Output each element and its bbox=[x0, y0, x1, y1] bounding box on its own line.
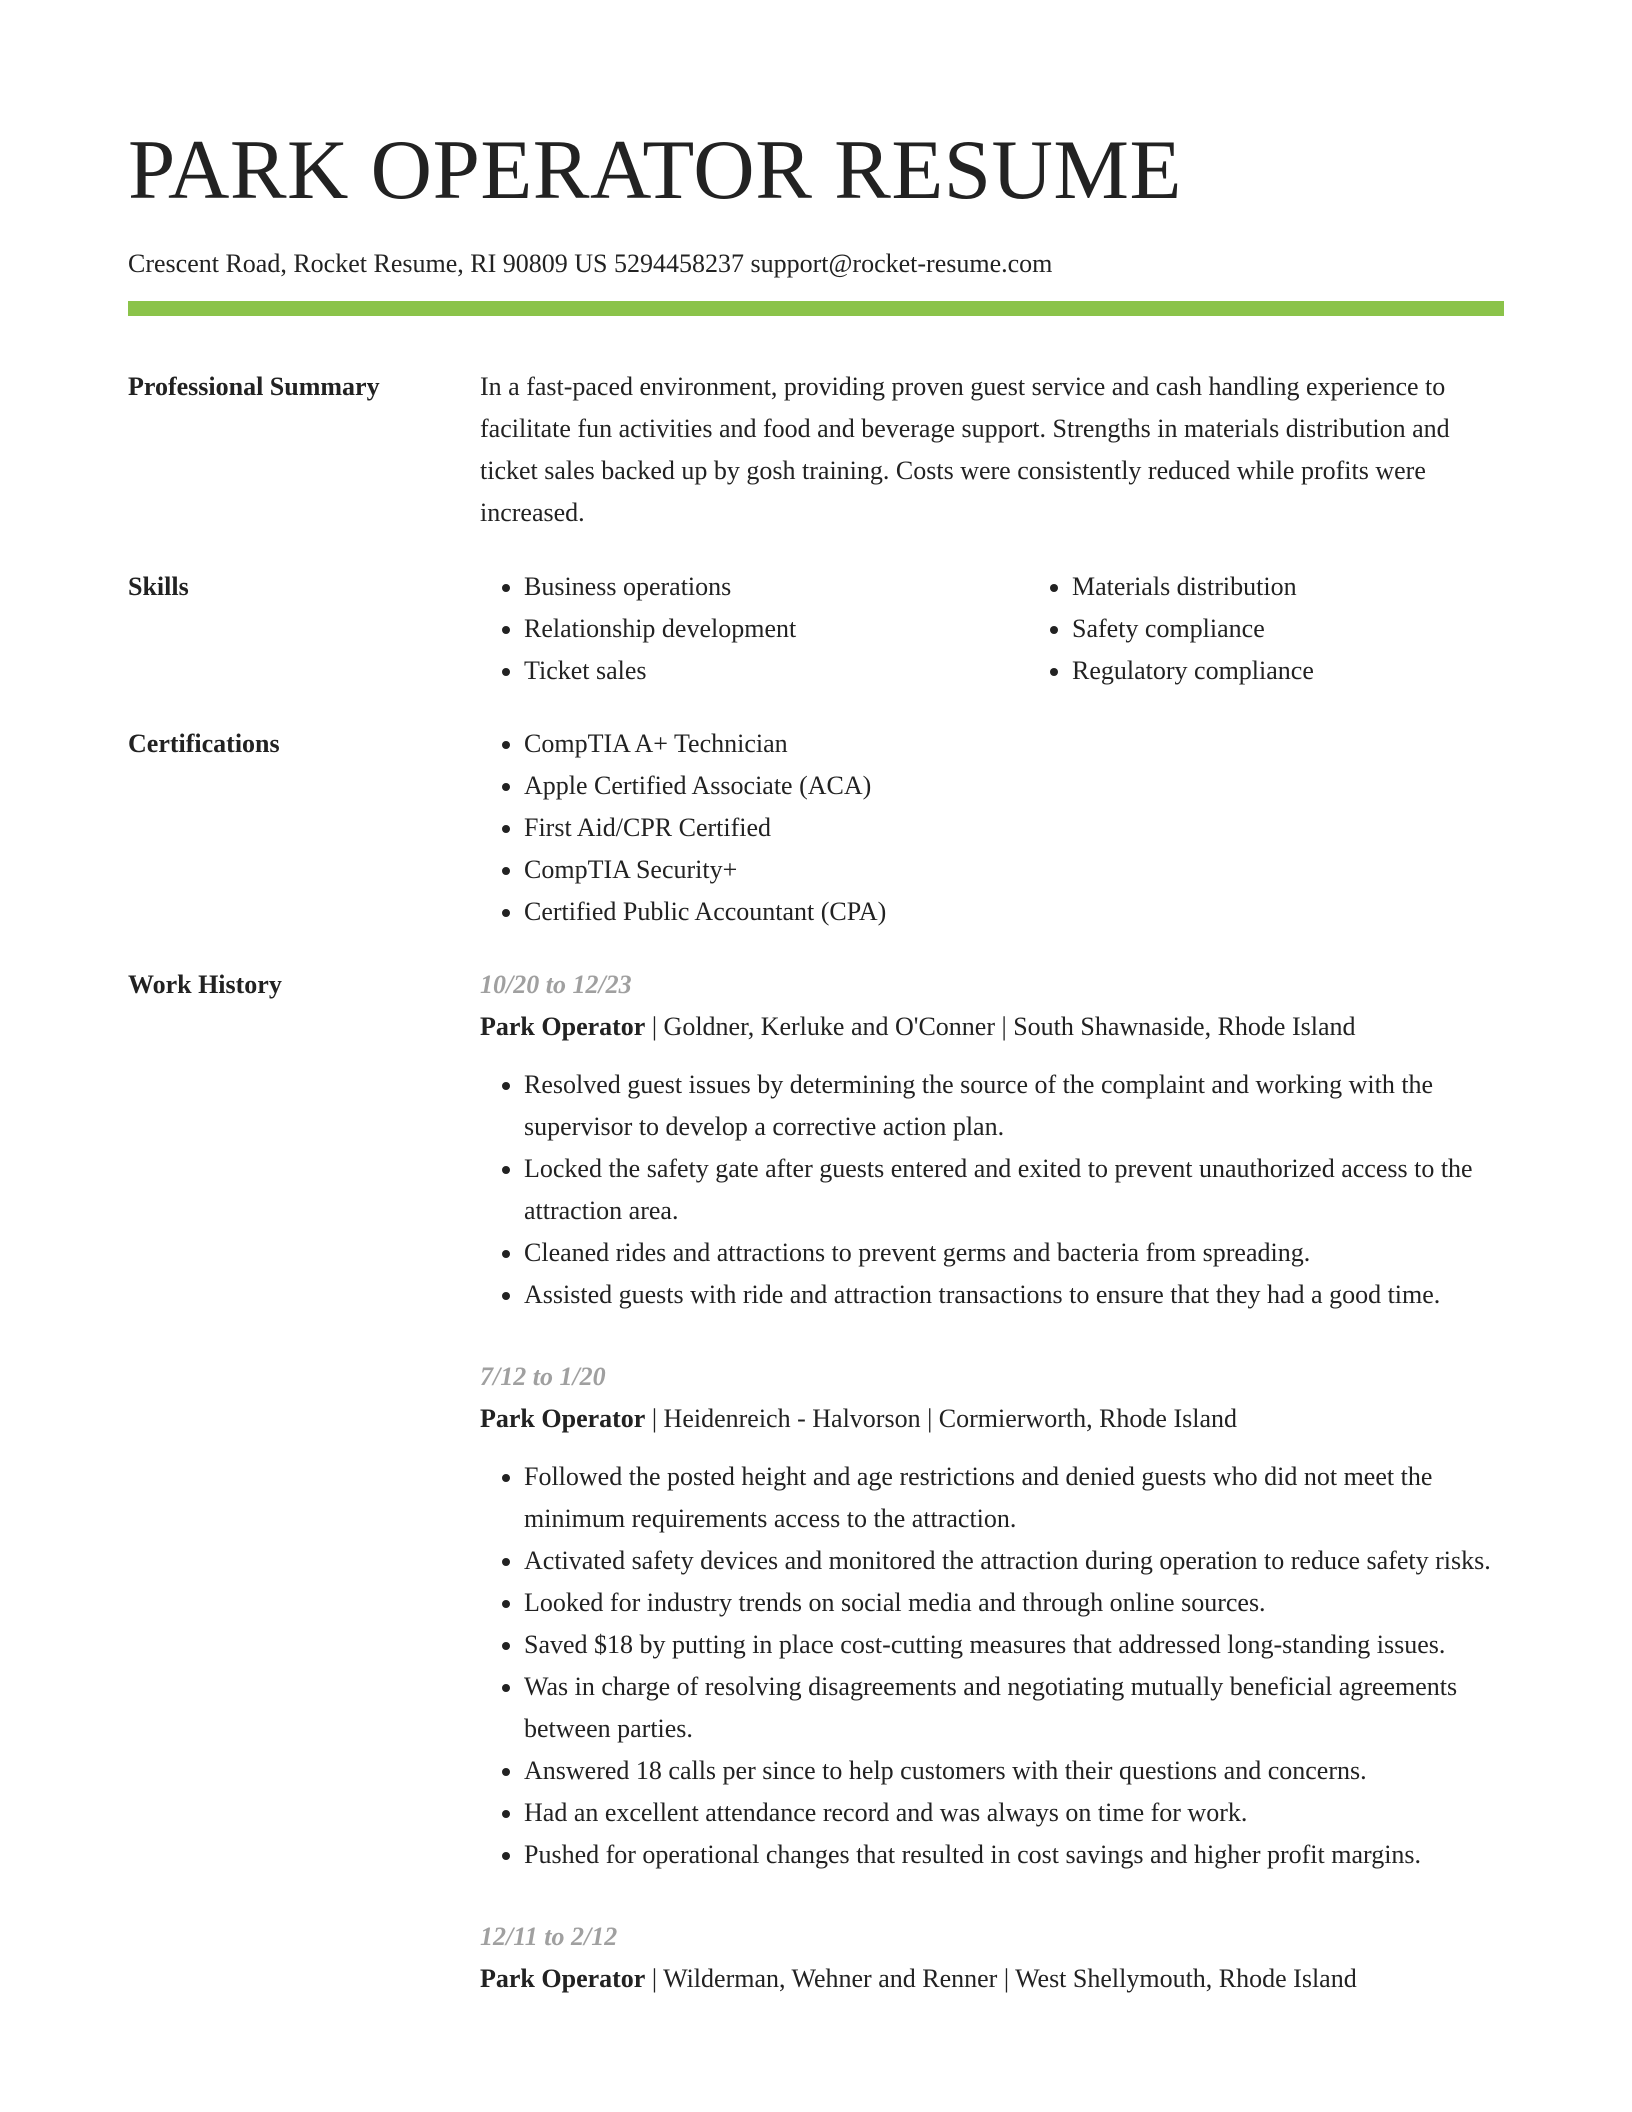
skill-item: • Relationship development bbox=[524, 608, 1028, 650]
skill-item: • Safety compliance bbox=[1072, 608, 1576, 650]
certification-item: • First Aid/CPR Certified bbox=[524, 807, 1504, 849]
work-history-section bbox=[128, 964, 1504, 2040]
skills-grid bbox=[480, 566, 1576, 692]
certifications-list bbox=[480, 723, 1504, 933]
job-duty: • Cleaned rides and attractions to prevent germs and bacteria from spreading. bbox=[524, 1232, 1504, 1274]
skill-item: • Business operations bbox=[524, 566, 1028, 608]
certifications-section bbox=[128, 723, 1504, 933]
skill-item: • Ticket sales bbox=[524, 650, 1028, 692]
skills-heading: Skills bbox=[128, 572, 189, 601]
job-duty: • Assisted guests with ride and attraction transactions to ensure that they had a good time. bbox=[524, 1274, 1504, 1316]
resume-title: PARK OPERATOR RESUME bbox=[128, 123, 1182, 217]
summary-section bbox=[128, 366, 1504, 534]
work-history-body bbox=[480, 964, 1504, 2040]
job-employer-location: | Wilderman, Wehner and Renner | West Shellymouth, Rhode Island bbox=[645, 1964, 1357, 1993]
job-duty: • Had an excellent attendance record and was always on time for work. bbox=[524, 1792, 1504, 1834]
job-dates: 12/11 to 2/12 bbox=[480, 1922, 618, 1951]
certifications-heading: Certifications bbox=[128, 729, 280, 758]
certifications-body bbox=[480, 723, 1504, 933]
job-entry bbox=[480, 964, 1504, 1316]
job-entry bbox=[480, 1916, 1504, 2000]
job-duty: • Was in charge of resolving disagreements and negotiating mutually beneficial agreements between parties. bbox=[524, 1666, 1504, 1750]
job-duty: • Activated safety devices and monitored the attraction during operation to reduce safety risks. bbox=[524, 1540, 1504, 1582]
job-entry bbox=[480, 1356, 1504, 1876]
work-history-heading: Work History bbox=[128, 970, 282, 999]
job-employer-location: | Goldner, Kerluke and O'Conner | South Shawnaside, Rhode Island bbox=[645, 1012, 1356, 1041]
job-duty: • Answered 18 calls per since to help customers with their questions and concerns. bbox=[524, 1750, 1504, 1792]
skill-item: • Regulatory compliance bbox=[1072, 650, 1576, 692]
job-title: Park Operator bbox=[480, 1404, 646, 1433]
job-duties-list bbox=[480, 1064, 1504, 1316]
job-dates: 10/20 to 12/23 bbox=[480, 970, 632, 999]
job-title-line bbox=[480, 1398, 1504, 1440]
job-employer-location: | Heidenreich - Halvorson | Cormierworth, Rhode Island bbox=[645, 1404, 1237, 1433]
certification-item: • CompTIA Security+ bbox=[524, 849, 1504, 891]
job-duty: • Saved $18 by putting in place cost-cutting measures that addressed long-standing issues. bbox=[524, 1624, 1504, 1666]
skills-column-1 bbox=[480, 566, 1028, 692]
job-dates: 7/12 to 1/20 bbox=[480, 1362, 606, 1391]
job-duty: • Followed the posted height and age restrictions and denied guests who did not meet the minimum requirements access to the attraction. bbox=[524, 1456, 1504, 1540]
job-duty: • Resolved guest issues by determining the source of the complaint and working with the supervisor to develop a corrective action plan. bbox=[524, 1064, 1504, 1148]
job-title-line bbox=[480, 1958, 1504, 2000]
certification-item: • Certified Public Accountant (CPA) bbox=[524, 891, 1504, 933]
contact-line: Crescent Road, Rocket Resume, RI 90809 US 5294458237 support@rocket-resume.com bbox=[128, 249, 1053, 278]
certification-item: • CompTIA A+ Technician bbox=[524, 723, 1504, 765]
certification-item: • Apple Certified Associate (ACA) bbox=[524, 765, 1504, 807]
accent-divider bbox=[128, 301, 1504, 316]
job-duty: • Looked for industry trends on social media and through online sources. bbox=[524, 1582, 1504, 1624]
job-title: Park Operator bbox=[480, 1012, 646, 1041]
job-duties-list bbox=[480, 1456, 1504, 1876]
summary-text: In a fast-paced environment, providing proven guest service and cash handling experience to facilitate fun activities and food and beverage support. Strengths in materials distribution and ticket sales backed up by gosh training. Costs were consistently reduced while profits were increased. bbox=[480, 372, 1450, 527]
skills-section bbox=[128, 566, 1504, 692]
summary-heading: Professional Summary bbox=[128, 372, 380, 401]
resume-page bbox=[128, 0, 1504, 2040]
job-title: Park Operator bbox=[480, 1964, 646, 1993]
skill-item: • Materials distribution bbox=[1072, 566, 1576, 608]
skills-column-2 bbox=[1028, 566, 1576, 692]
job-duty: • Locked the safety gate after guests entered and exited to prevent unauthorized access to the attraction area. bbox=[524, 1148, 1504, 1232]
job-duty: • Pushed for operational changes that resulted in cost savings and higher profit margins. bbox=[524, 1834, 1504, 1876]
job-title-line bbox=[480, 1006, 1504, 1048]
